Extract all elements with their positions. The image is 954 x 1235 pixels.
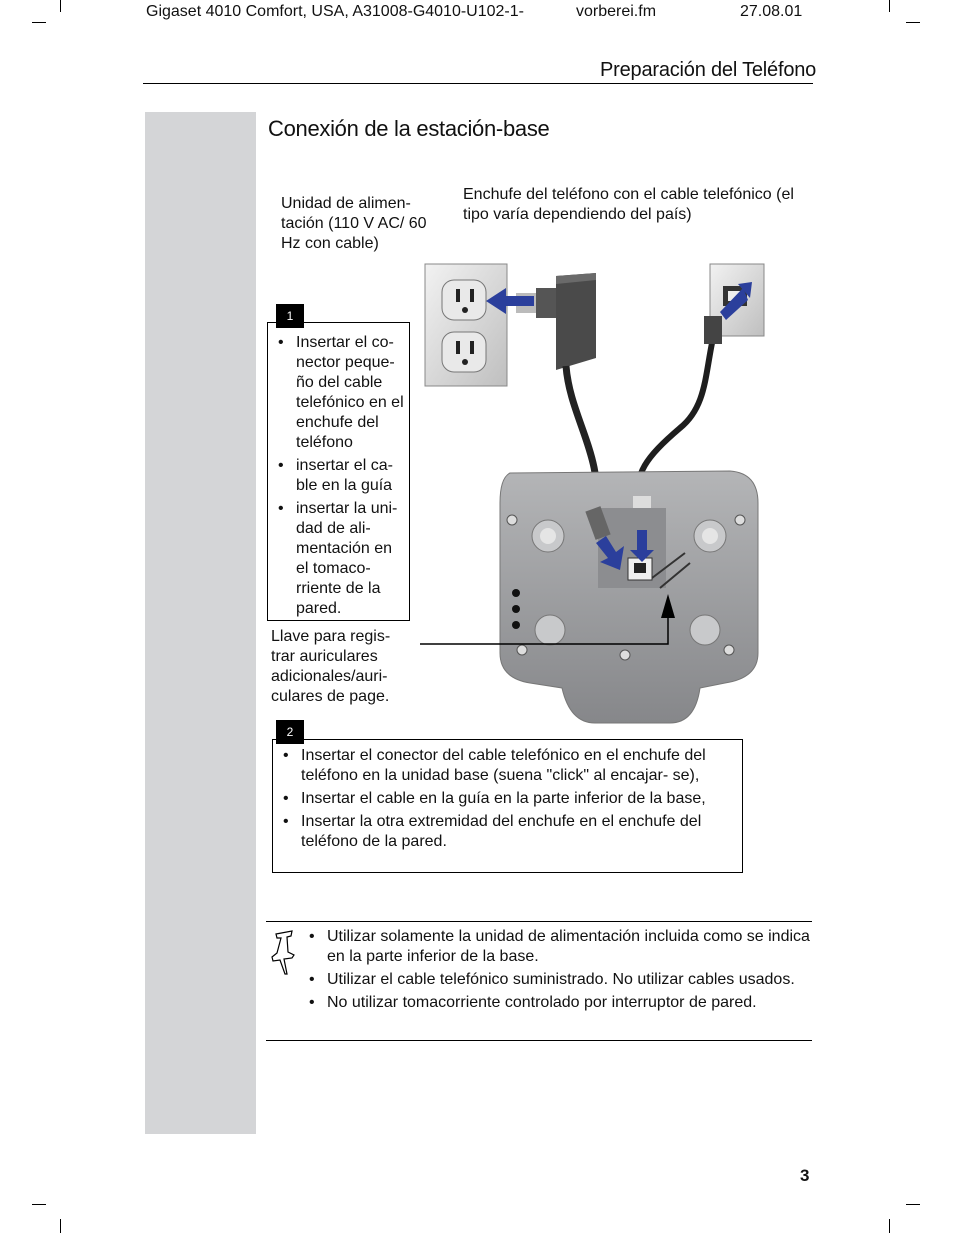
sidebar [145, 112, 256, 1134]
phone-jack-label: Enchufe del teléfono con el cable telefónico (el tipo varía dependiendo del país) [463, 186, 794, 223]
base-station [500, 471, 758, 723]
power-unit-label: Unidad de alimen- tación (110 V AC/ 60 Hz con cable) [281, 195, 427, 252]
step2-number: 2 [276, 720, 304, 744]
header-file: vorberei.fm [576, 3, 657, 20]
crop-mark [889, 0, 890, 12]
step1-list [276, 333, 405, 619]
step2-item: • Insertar el conector del cable telefónico en el enchufe del teléfono en la unidad base (suena "click" al encajar- se), [281, 746, 736, 786]
notes-rule-bottom [266, 1040, 812, 1041]
phone-plug [704, 316, 722, 344]
crop-mark [906, 1204, 920, 1205]
header-doc-id: Gigaset 4010 Comfort, USA, A31008-G4010-U102-1- [146, 3, 524, 20]
note-item: • No utilizar tomacorriente controlado por interruptor de pared. [307, 993, 812, 1013]
header-date: 27.08.01 [740, 3, 803, 20]
section-title: Preparación del Teléfono [600, 59, 817, 81]
connection-illustration [420, 258, 770, 728]
register-key-label: Llave para regis- trar auriculares adicionales/auri- culares de page. [271, 628, 391, 705]
step1-item: • Insertar el co- nector peque- ño del cable telefónico en el enchufe del teléfono [276, 333, 405, 453]
wall-outlet [425, 264, 507, 386]
crop-mark [32, 1204, 46, 1205]
step1-box [267, 322, 410, 621]
header-rule [143, 83, 813, 84]
crop-mark [889, 1219, 890, 1233]
step1-item: • insertar la uni- dad de ali- mentación en el tomaco- rriente de la pared. [276, 499, 405, 619]
page-number: 3 [800, 1166, 810, 1185]
step1-number: 1 [276, 304, 304, 328]
step1-item: • insertar el ca- ble en la guía [276, 456, 405, 496]
crop-mark [906, 22, 920, 23]
note-item: • Utilizar el cable telefónico suministrado. No utilizar cables usados. [307, 970, 812, 990]
crop-mark [60, 0, 61, 12]
crop-mark [60, 1219, 61, 1233]
step2-item: • Insertar el cable en la guía en la parte inferior de la base, [281, 789, 736, 809]
crop-mark [32, 22, 46, 23]
step2-item: • Insertar la otra extremidad del enchufe en el enchufe del teléfono de la pared. [281, 812, 736, 852]
step2-list [281, 746, 736, 852]
note-item: • Utilizar solamente la unidad de alimentación incluida como se indica en la parte inferior de la base. [307, 927, 812, 967]
page-title: Conexión de la estación-base [268, 116, 550, 141]
notes-list [307, 927, 812, 1016]
step2-box [272, 739, 743, 873]
notes-rule-top [266, 921, 812, 922]
pushpin-icon [270, 928, 304, 976]
